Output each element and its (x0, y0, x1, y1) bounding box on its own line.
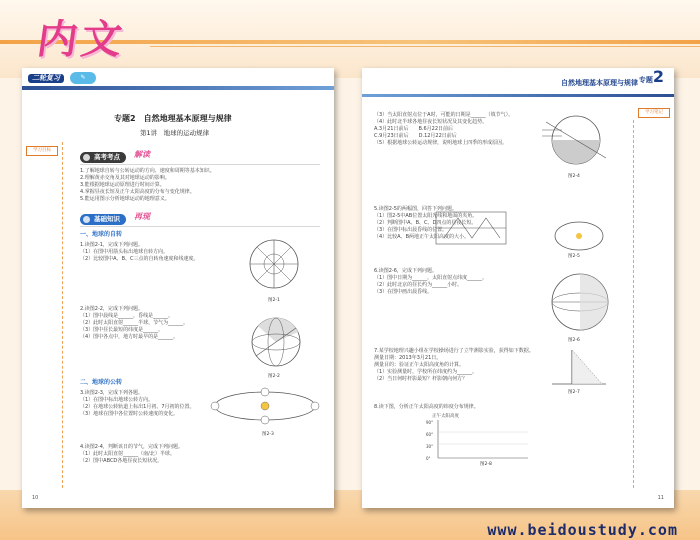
figure-caption: 图2-4 (568, 174, 580, 179)
exam-point: 2.理解黄赤交角及其对地球运动的影响。 (80, 175, 170, 181)
question-line: （1）此时太阳直射______（南/北）半球。 (80, 451, 175, 457)
question-line: （1）图2-5中AB位置太阳光线和地面的夹角。 (374, 213, 478, 219)
chart-ytick: 60° (426, 432, 434, 437)
question-line: A.3月21日前后 B.6月22日前后 (374, 126, 454, 132)
question-line: C.9月23日前后 D.12月22日前后 (374, 133, 457, 139)
subsection-revolution: 二、地球的公转 (80, 379, 123, 386)
header-bar (362, 94, 674, 97)
figure-earth-rotation (244, 236, 304, 296)
question-line: （2）图中ABCD各地昼夜长短状况。 (80, 458, 163, 464)
section-divider (80, 164, 320, 165)
chart-ytick: 0° (426, 456, 431, 461)
question-line: 6.读图2-6，完成下列问题。 (374, 268, 437, 274)
question-line: 2.读图2-2，完成下列问题。 (80, 306, 143, 312)
side-tab-left: 学习目标 (26, 146, 58, 156)
chart-ytick: 30° (426, 444, 434, 449)
question-line: （1）图中日期为______，太阳直射点纬度______。 (374, 275, 488, 281)
series-logo: 二轮复习 (28, 74, 64, 83)
figure-orbit (210, 386, 320, 428)
figure-noon-height-chart (438, 420, 528, 460)
website-url[interactable]: www.beidoustudy.com (487, 521, 678, 539)
figure-daylight-globe (540, 268, 620, 336)
header-prefix: 专题 (638, 76, 653, 84)
question-line: （3）当太阳直射点位于A时，可能的日期是______（填节气）。 (374, 112, 514, 118)
section-basic-badge: 基础知识 (80, 214, 126, 225)
section-divider (80, 226, 320, 227)
section-exam-script: 解读 (134, 150, 150, 159)
figure-caption: 图2-6 (568, 338, 580, 343)
question-line: （2）当日何时杆影最短？杆影朝向何方？ (374, 376, 468, 382)
question-line: （1）图中晨线是______，昏线是______。 (80, 313, 174, 319)
question-line: （1）在图中用箭头标出地球自转方向。 (80, 249, 169, 255)
question-line: （4）此时北半球各地昼夜长短状况及其变化趋势。 (374, 119, 488, 125)
question-line: （2）判断图中A、B、C、D四点的昼夜长短。 (374, 220, 477, 226)
exam-point: 5.能运用图示分析地球运动的地理意义。 (80, 196, 170, 202)
question-line: （3）地球在图中各位置时公转速度的变化。 (80, 411, 179, 417)
question-line: （3）图中昼长最短的纬度是______。 (80, 327, 164, 333)
series-badge-icon: ✎ (70, 72, 96, 84)
page-number: 11 (657, 495, 664, 502)
figure-caption: 图2-1 (268, 298, 280, 303)
question-line: 8.读下图，分析正午太阳高度的纬度分布规律。 (374, 404, 479, 410)
figure-pole-shadow (542, 340, 612, 390)
section-exam-badge: 高考考点 (80, 152, 126, 163)
figure-sun-angle (542, 108, 612, 173)
question-line: （1）实验测量时，学校所在纬度约为______。 (374, 369, 478, 375)
lesson-title: 第1讲 地球的运动规律 (140, 129, 210, 137)
question-line: 测量日期：2013年3月21日。 (374, 355, 442, 361)
question-line: （4）比较A、B两地正午太阳高度的大小。 (374, 234, 470, 240)
figure-caption: 图2-8 (480, 462, 492, 467)
figure-caption: 图2-7 (568, 390, 580, 395)
right-page (362, 68, 674, 508)
chart-title: 正午太阳高度 (432, 414, 459, 419)
subsection-rotation: 一、地球的自转 (80, 231, 123, 238)
question-line: （2）比较图中A、B、C三点的自转角速度和线速度。 (80, 256, 199, 262)
section-basic-script: 再现 (134, 212, 150, 221)
header-digit: 2 (652, 68, 664, 86)
exam-point: 1.了解地球自转与公转运动的方向、速度和周期等基本知识。 (80, 168, 215, 174)
banner-rule-thin (150, 46, 700, 47)
page-number: 10 (32, 495, 39, 502)
question-line: 4.读图2-4，判断该日的节气，完成下列问题。 (80, 444, 183, 450)
figure-diagram-b (552, 218, 606, 254)
question-line: 3.读图2-3，完成下列各题。 (80, 390, 143, 396)
question-line: （2）此时北京的昼长约为______小时。 (374, 282, 463, 288)
margin-divider (633, 120, 634, 488)
question-line: （5）根据地球公转运动规律，说明地球上四季的形成原因。 (374, 140, 508, 146)
question-line: （2）此时太阳直射______半球，节气为______。 (80, 320, 189, 326)
left-page (22, 68, 334, 508)
figure-caption: 图2-3 (262, 432, 274, 437)
topic-title: 专题2 自然地理基本原理与规律 (114, 114, 232, 123)
side-tab-right: 学习笔记 (638, 108, 670, 118)
margin-divider (62, 142, 63, 488)
question-line: （4）图中各点中，地方时最早的是______。 (80, 334, 179, 340)
banner-title: 内文 (34, 16, 129, 63)
header-text: 自然地理基本原理与规律 (561, 79, 638, 87)
figure-day-night (246, 314, 306, 374)
header-number (638, 68, 664, 86)
question-line: 5.读图2-5的两幅图，回答下列问题。 (374, 206, 457, 212)
chart-ytick: 90° (426, 420, 434, 425)
exam-point: 3.能根据地球运动原理进行时间计算。 (80, 182, 165, 188)
question-line: （3）在图中画出晨昏线。 (374, 289, 433, 295)
figure-diagram-a (434, 208, 510, 250)
figure-caption: 图2-2 (268, 374, 280, 379)
question-line: （1）在图中标出地球公转方向。 (80, 397, 154, 403)
question-line: 1.读图2-1，完成下列问题。 (80, 242, 143, 248)
header-bar (22, 86, 334, 90)
exam-point: 4.掌握昼夜长短及正午太阳高度的分布与变化规律。 (80, 189, 195, 195)
question-line: 测量目的：验证正午太阳高度角的计算。 (374, 362, 465, 368)
figure-caption: 图2-5 (568, 254, 580, 259)
question-line: （2）在地球公转轨道上标出1月初、7月初的位置。 (80, 404, 195, 410)
question-line: 7.某学校地理兴趣小组在学校操场进行了立竿测影实验，获得如下数据。 (374, 348, 534, 354)
question-line: （3）在图中标出晨昏线的位置。 (374, 227, 448, 233)
